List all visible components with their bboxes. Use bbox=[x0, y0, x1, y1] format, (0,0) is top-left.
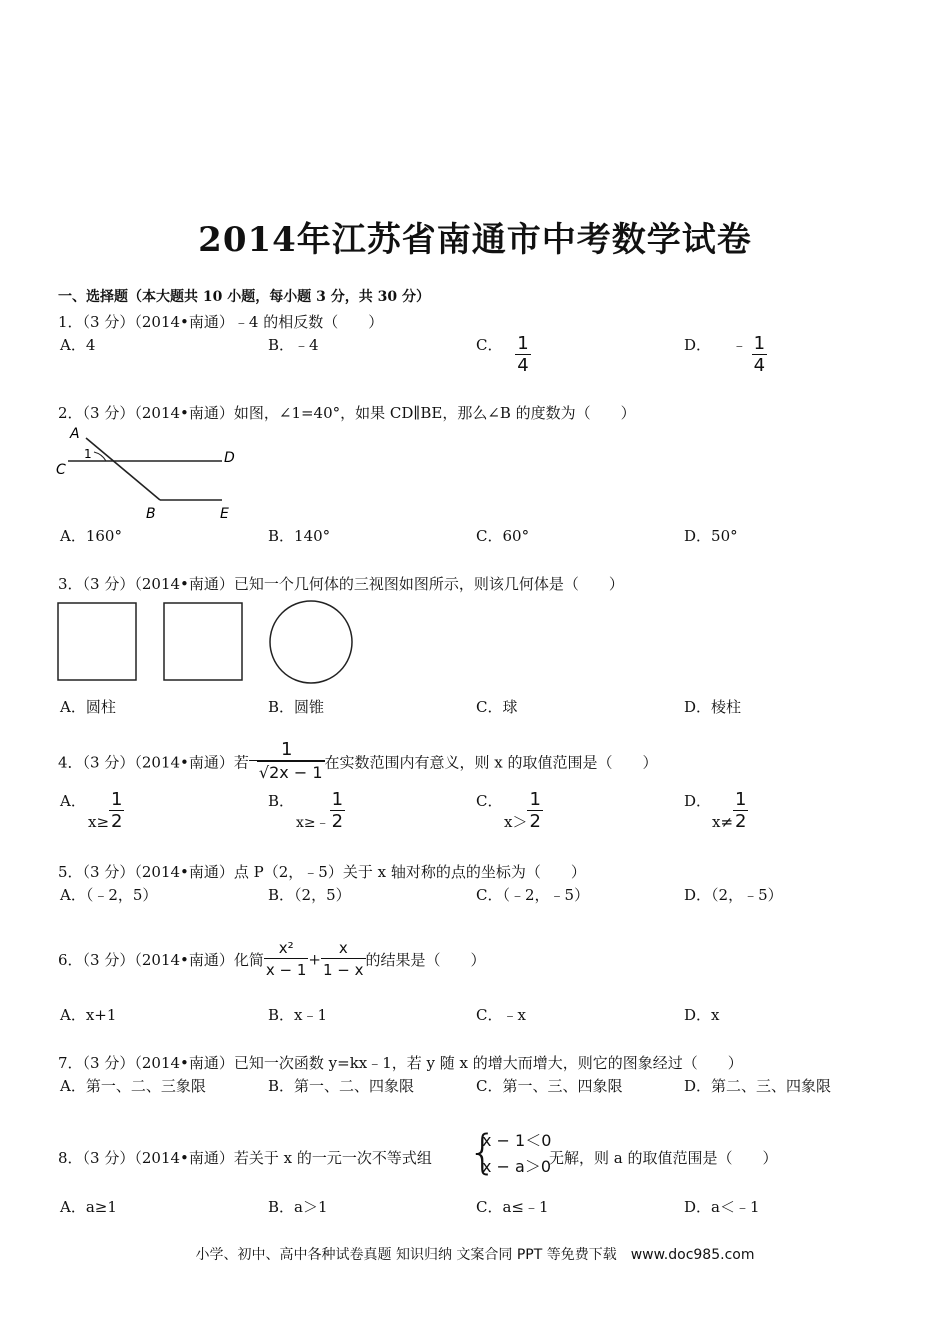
q2-parallel-lines-figure bbox=[52, 424, 252, 524]
q8-option-c: C．a≤﹣1 bbox=[476, 1198, 549, 1216]
q7-option-d: D．第二、三、四象限 bbox=[684, 1077, 832, 1095]
question-8-stem: 8．（3 分）（2014•南通）若关于 x 的一元一次不等式组 bbox=[58, 1149, 432, 1167]
q1-option-a: A．4 bbox=[60, 336, 96, 354]
q6-option-c: C．﹣x bbox=[476, 1006, 526, 1024]
q6-option-a: A．x+1 bbox=[60, 1006, 117, 1024]
q4-option-a: A． x≥ $\frac{1}{2}$ bbox=[60, 789, 123, 832]
q3-option-d: D．棱柱 bbox=[684, 698, 742, 716]
front-view-square bbox=[58, 603, 136, 680]
q7-option-c: C．第一、三、四象限 bbox=[476, 1077, 623, 1095]
question-3-stem: 3．（3 分）（2014•南通）已知一个几何体的三视图如图所示，则该几何体是（ ） bbox=[58, 575, 624, 593]
q8-inequality-system: { x − 1＜0 x − a＞0 bbox=[468, 1125, 552, 1179]
label-a: A bbox=[70, 426, 80, 442]
question-1-stem: 1．（3 分）（2014•南通）﹣4 的相反数（ ） bbox=[58, 313, 384, 331]
question-2-stem: 2．（3 分）（2014•南通）如图，∠1=40°，如果 CD∥BE，那么∠B 的度数为（ ） bbox=[58, 404, 636, 422]
q5-option-c: C．（﹣2，﹣5） bbox=[476, 886, 590, 904]
q3-option-c: C．球 bbox=[476, 698, 518, 716]
q4-option-b: B． x≥﹣ $\frac{1}{2}$ bbox=[268, 789, 344, 832]
label-c: C bbox=[56, 462, 66, 478]
q3-option-a: A．圆柱 bbox=[60, 698, 116, 716]
q4-option-c: C． x＞ $\frac{1}{2}$ bbox=[476, 789, 541, 832]
label-e: E bbox=[220, 506, 229, 522]
q7-option-a: A．第一、二、三象限 bbox=[60, 1077, 206, 1095]
q7-option-b: B．第一、二、四象限 bbox=[268, 1077, 415, 1095]
q2-option-b: B．140° bbox=[268, 527, 331, 545]
page-footer: 小学、初中、高中各种试卷真题 知识归纳 文案合同 PPT 等免费下载 www.doc985.com bbox=[195, 1247, 755, 1263]
q6-option-d: D．x bbox=[684, 1006, 720, 1024]
label-d: D bbox=[224, 450, 235, 466]
q1-option-c: C． $\frac{1}{4}$ bbox=[476, 333, 529, 376]
section-heading: 一、选择题（本大题共 10 小题，每小题 3 分，共 30 分） bbox=[58, 289, 430, 305]
question-7-stem: 7．（3 分）（2014•南通）已知一次函数 y=kx﹣1，若 y 随 x 的增大而增大，则它的图象经过（ ） bbox=[58, 1054, 743, 1072]
q4-option-d: D． x≠ $\frac{1}{2}$ bbox=[684, 789, 747, 832]
question-5-stem: 5．（3 分）（2014•南通）点 P（2，﹣5）关于 x 轴对称的点的坐标为（ ） bbox=[58, 863, 586, 881]
q1-option-b: B．﹣4 bbox=[268, 336, 319, 354]
q3-option-b: B．圆锥 bbox=[268, 698, 325, 716]
q2-option-d: D．50° bbox=[684, 527, 738, 545]
q1-option-d: D． ﹣ $\frac{1}{4}$ bbox=[684, 333, 766, 376]
top-view-circle bbox=[270, 601, 352, 683]
label-b: B bbox=[146, 506, 156, 522]
page-title: 2014年江苏省南通市中考数学试卷 bbox=[198, 220, 752, 260]
line-ab bbox=[86, 438, 160, 500]
q5-option-b: B．（2，5） bbox=[268, 886, 351, 904]
q2-option-a: A．160° bbox=[60, 527, 122, 545]
q8-option-d: D．a＜﹣1 bbox=[684, 1198, 760, 1216]
q8-option-a: A．a≥1 bbox=[60, 1198, 117, 1216]
label-angle-1: 1 bbox=[84, 447, 92, 461]
q2-option-c: C．60° bbox=[476, 527, 530, 545]
question-8-stem-tail: 无解，则 a 的取值范围是（ ） bbox=[549, 1149, 778, 1167]
q8-option-b: B．a＞1 bbox=[268, 1198, 328, 1216]
side-view-square bbox=[164, 603, 242, 680]
q5-option-d: D．（2，﹣5） bbox=[684, 886, 783, 904]
q5-option-a: A．（﹣2，5） bbox=[60, 886, 158, 904]
q6-option-b: B．x﹣1 bbox=[268, 1006, 328, 1024]
q3-three-views-figure bbox=[54, 600, 364, 684]
question-6-stem: 6．（3 分）（2014•南通）化简 $\frac{\text{x²}}{x - 1}$ + $\frac{x}{1 - x}$ 的结果是（ ） bbox=[58, 939, 486, 979]
question-4-stem: 4．（3 分）（2014•南通）若 $\frac{1}{√2x - 1}$ 在实数范围内有意义，则 x 的取值范围是（ ） bbox=[58, 739, 658, 782]
